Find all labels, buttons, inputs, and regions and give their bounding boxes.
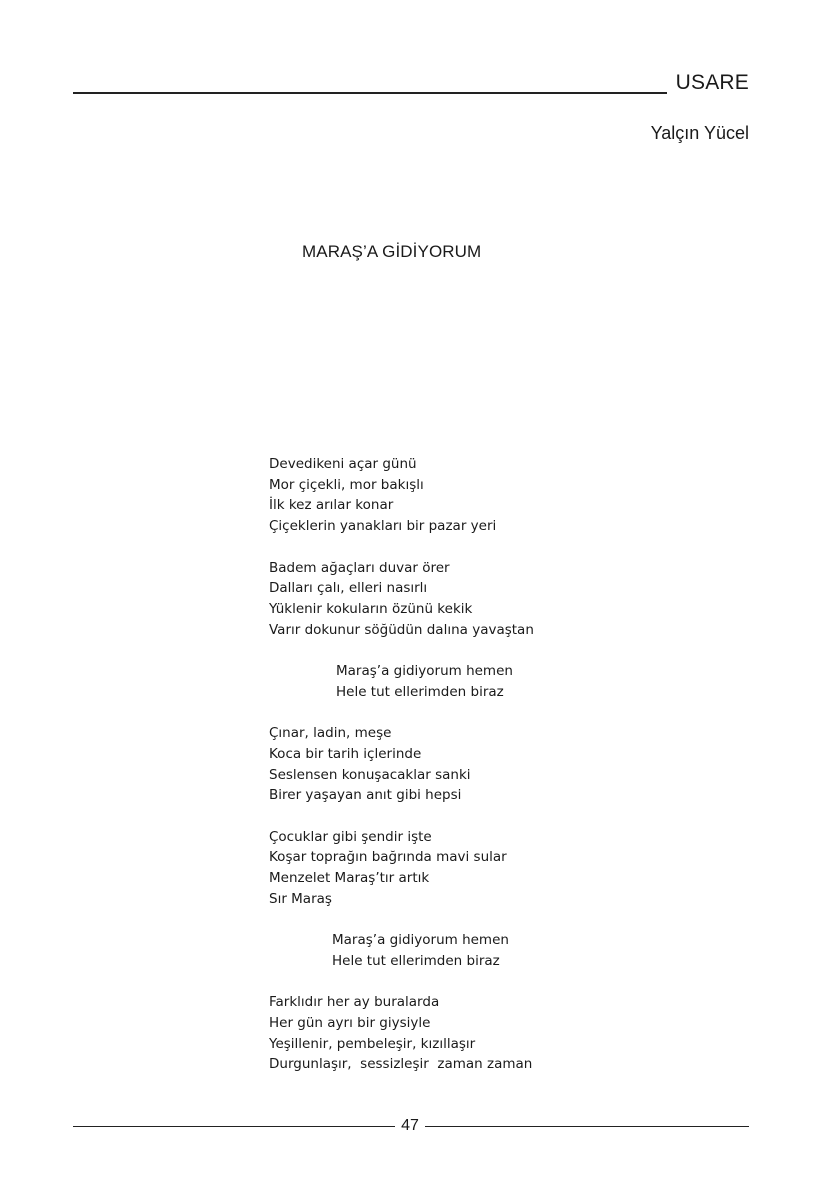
poem-line: İlk kez arılar konar: [269, 497, 394, 514]
poem-line: Hele tut ellerimden biraz: [332, 952, 500, 969]
poem-line: Varır dokunur söğüdün dalına yavaştan: [269, 621, 534, 638]
page-footer: [73, 1117, 749, 1137]
author-name: Yalçın Yücel: [650, 123, 749, 143]
footer-rule-right: [425, 1126, 749, 1127]
stanza-5: [269, 992, 534, 1075]
refrain-1: [269, 661, 534, 702]
refrain-2: [269, 930, 534, 971]
poem-line: Yüklenir kokuların özünü kekik: [269, 600, 473, 617]
poem-line: Devedikeni açar günü: [269, 456, 417, 472]
poem-line: Dalları çalı, elleri nasırlı: [269, 580, 428, 597]
poem-line: Menzelet Maraş’tır artık: [269, 870, 430, 886]
poem-line: Sır Maraş: [269, 890, 332, 907]
poem-line: Badem ağaçları duvar örer: [269, 559, 450, 576]
poem-line: Birer yaşayan anıt gibi hepsi: [269, 787, 462, 804]
poem-line: Çınar, ladin, meşe: [269, 725, 392, 742]
header-rule: [73, 92, 667, 94]
poem-line: Koşar toprağın bağrında mavi sular: [269, 849, 507, 866]
stanza-3: [269, 723, 534, 806]
stanza-2: [269, 558, 534, 641]
stanza-1: [269, 454, 534, 537]
page-number: 47: [401, 1117, 419, 1134]
poem-line: Koca bir tarih içlerinde: [269, 745, 422, 762]
poem-line: Mor çiçekli, mor bakışlı: [269, 476, 424, 493]
poem-line: Seslensen konuşacaklar sanki: [269, 766, 471, 783]
poem-line: Her gün ayrı bir giysiyle: [269, 1014, 431, 1031]
poem-line: Çocuklar gibi şendir işte: [269, 828, 432, 845]
poem-title: MARAŞ’A GİDİYORUM: [302, 242, 482, 261]
poem-line: Hele tut ellerimden biraz: [336, 683, 504, 700]
poem-line: Çiçeklerin yanakları bir pazar yeri: [269, 518, 497, 535]
footer-rule-left: [73, 1126, 395, 1127]
poem-body: [269, 454, 534, 1096]
poem-line: Yeşillenir, pembeleşir, kızıllaşır: [269, 1035, 476, 1052]
poem-line: Maraş’a gidiyorum hemen: [336, 663, 513, 679]
poem-line: Farklıdır her ay buralarda: [269, 994, 440, 1011]
journal-name: USARE: [675, 71, 749, 94]
stanza-4: [269, 827, 534, 910]
poem-line: Maraş’a gidiyorum hemen: [332, 932, 509, 949]
poem-line: Durgunlaşır, sessizleşir zaman zaman: [269, 1056, 533, 1073]
